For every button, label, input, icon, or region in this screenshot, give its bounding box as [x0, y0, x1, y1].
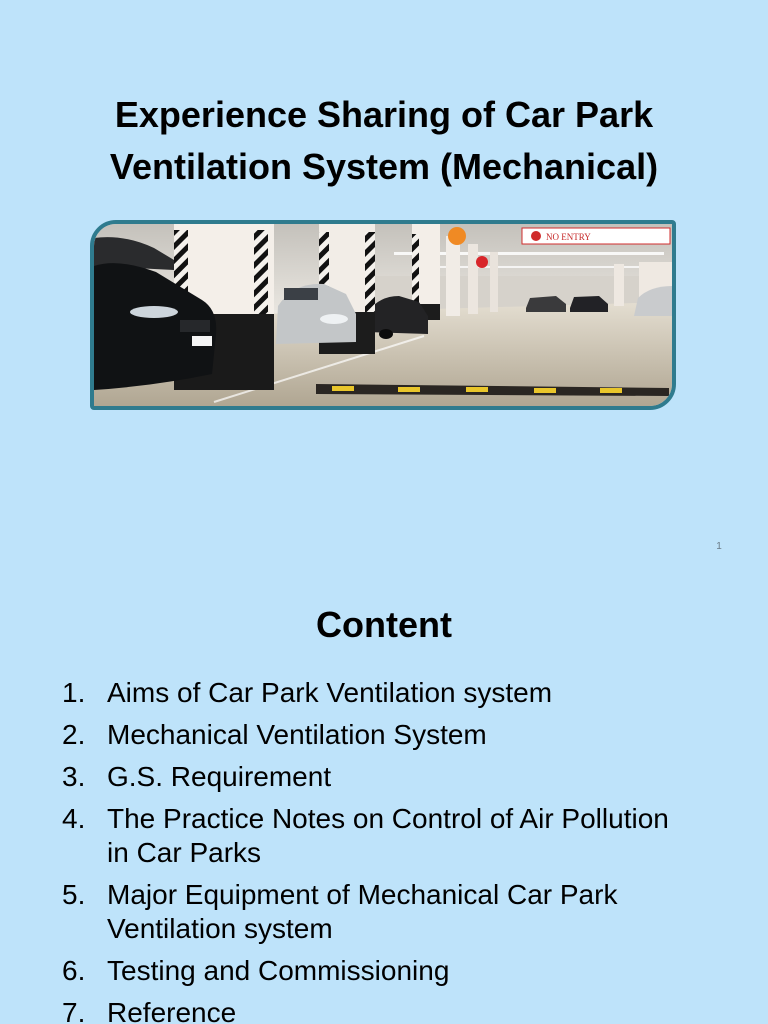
no-entry-sign	[522, 228, 670, 244]
pillar-hazard-stripes	[254, 230, 268, 314]
list-item-number: 6.	[62, 955, 86, 986]
far-pillar	[614, 264, 624, 306]
list-item	[62, 718, 682, 752]
list-item	[62, 996, 682, 1024]
slide-title: Experience Sharing of Car Park Ventilation System (Mechanical)	[109, 94, 659, 187]
car-headlight	[320, 314, 348, 324]
far-pillar	[446, 236, 460, 316]
pillar-hazard-stripes	[365, 232, 375, 312]
car-window	[284, 288, 318, 300]
content-list	[62, 676, 682, 1024]
pillar-hazard-stripes	[412, 234, 419, 304]
list-item-text: G.S. Requirement	[107, 761, 332, 792]
car-park-photo	[90, 220, 676, 410]
car-headlight	[130, 306, 178, 318]
list-item-number: 2.	[62, 719, 86, 750]
list-item	[62, 676, 682, 710]
speed-bump-marker	[332, 386, 354, 391]
list-item-text: Testing and Commissioning	[107, 955, 450, 986]
red-ball-ornament	[476, 256, 488, 268]
list-item-text: The Practice Notes on Control of Air Pollution in Car Parks	[107, 803, 669, 868]
list-item-text: Major Equipment of Mechanical Car Park Ventilation system	[107, 879, 618, 944]
car-wheel	[379, 329, 393, 339]
page-number: 1	[716, 541, 722, 552]
list-item-number: 3.	[62, 761, 86, 792]
speed-bump-marker	[600, 388, 622, 393]
far-pillar	[490, 252, 498, 312]
list-item	[62, 760, 682, 794]
content-heading: Content	[316, 604, 452, 645]
list-item-text: Reference	[107, 997, 237, 1024]
far-pillar	[468, 244, 478, 314]
speed-bump-marker	[534, 388, 556, 393]
list-item-text: Mechanical Ventilation System	[107, 719, 487, 750]
car-grille	[180, 320, 210, 332]
list-item-number: 7.	[62, 997, 86, 1024]
list-item-text: Aims of Car Park Ventilation system	[107, 677, 553, 708]
no-entry-sign-text: NO ENTRY	[546, 232, 591, 242]
speed-bump-marker	[398, 387, 420, 392]
list-item-number: 1.	[62, 677, 86, 708]
list-item	[62, 802, 682, 870]
car-park-illustration	[94, 224, 672, 406]
list-item	[62, 954, 682, 988]
speed-bump-marker	[466, 387, 488, 392]
list-item	[62, 878, 682, 946]
no-entry-icon	[531, 231, 541, 241]
list-item-number: 4.	[62, 803, 86, 834]
orange-ball-ornament	[448, 227, 466, 245]
list-item-number: 5.	[62, 879, 86, 910]
license-plate	[192, 336, 212, 346]
